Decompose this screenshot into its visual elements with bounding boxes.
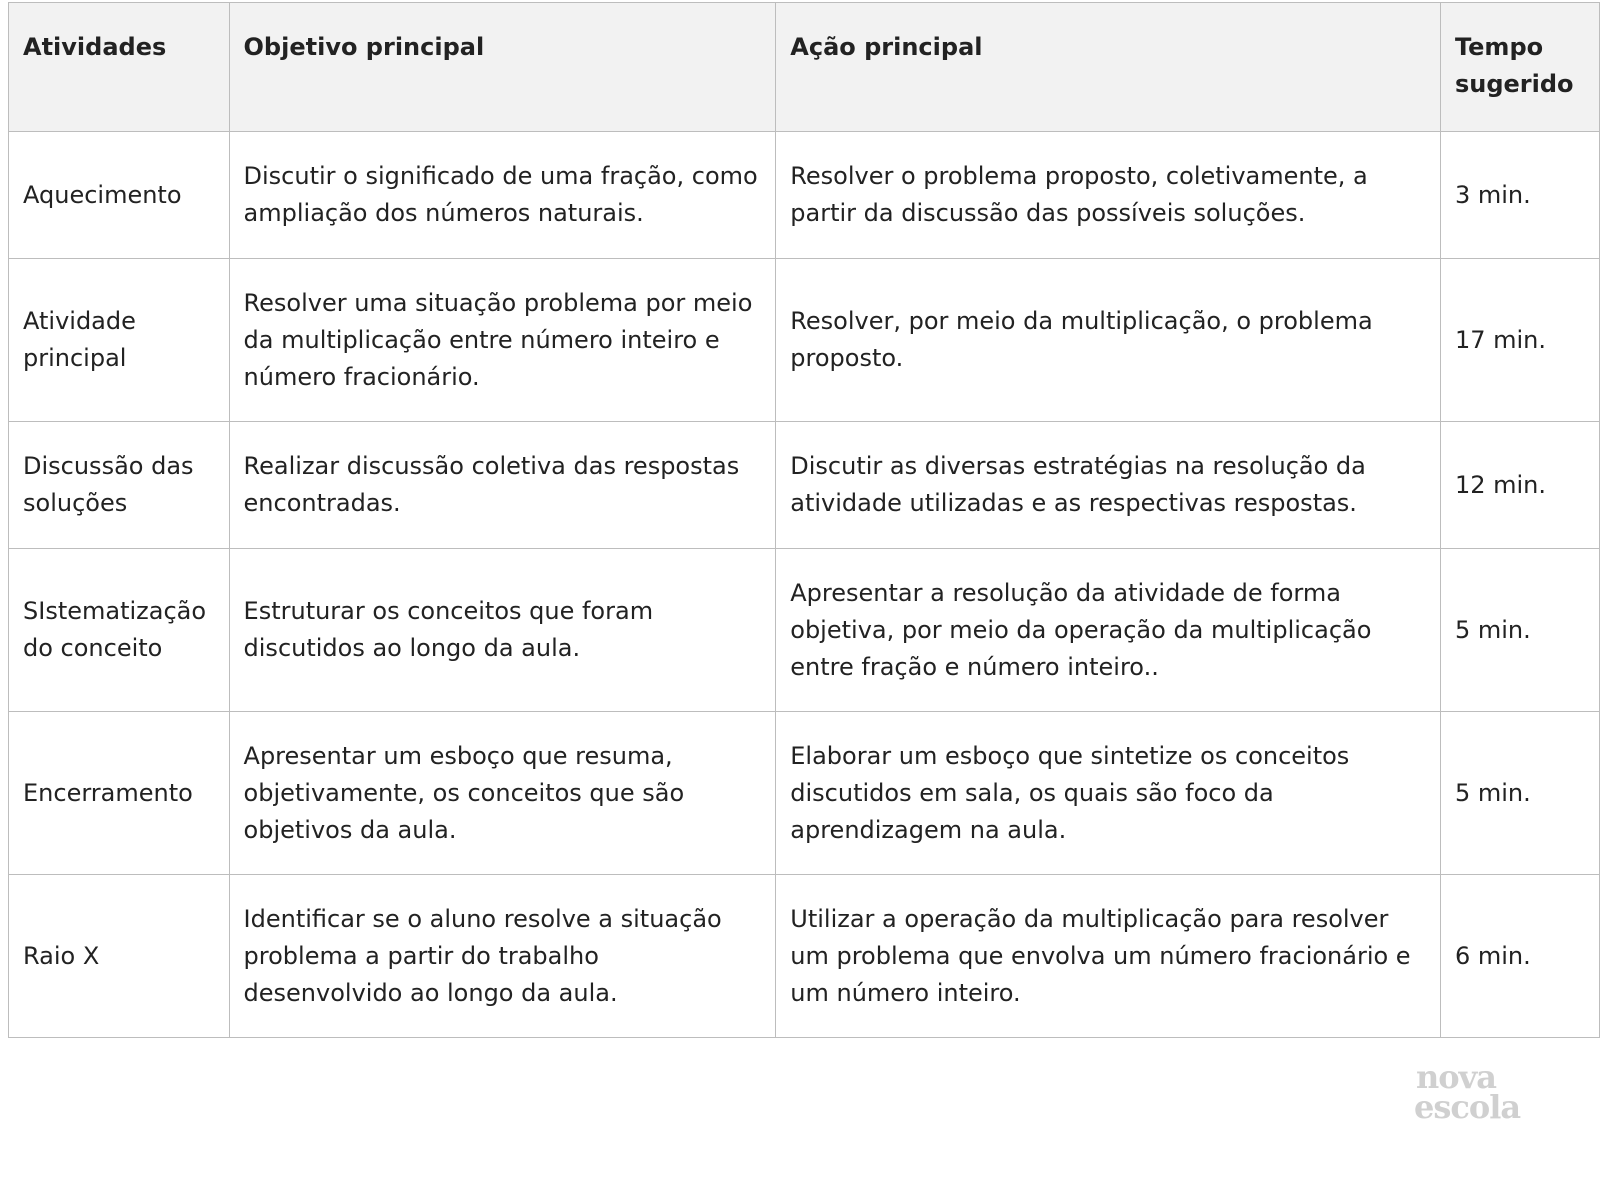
cell-action: Elaborar um esboço que sintetize os conceitos discutidos em sala, os quais são foco da aprendizagem na aula. <box>776 712 1441 875</box>
header-time: Tempo sugerido <box>1440 3 1599 132</box>
cell-time: 17 min. <box>1440 259 1599 422</box>
table-row <box>9 259 1600 422</box>
cell-time: 6 min. <box>1440 875 1599 1038</box>
header-action: Ação principal <box>776 3 1441 132</box>
cell-action: Utilizar a operação da multiplicação para resolver um problema que envolva um número fracionário e um número inteiro. <box>776 875 1441 1038</box>
table-row <box>9 712 1600 875</box>
cell-action: Discutir as diversas estratégias na resolução da atividade utilizadas e as respectivas respostas. <box>776 422 1441 549</box>
cell-objective: Estruturar os conceitos que foram discutidos ao longo da aula. <box>229 549 776 712</box>
header-activity: Atividades <box>9 3 230 132</box>
cell-objective: Apresentar um esboço que resuma, objetivamente, os conceitos que são objetivos da aula. <box>229 712 776 875</box>
cell-action: Resolver, por meio da multiplicação, o problema proposto. <box>776 259 1441 422</box>
table-row <box>9 875 1600 1038</box>
cell-activity: Encerramento <box>9 712 230 875</box>
logo-line-escola: escola <box>1414 1088 1521 1126</box>
cell-objective: Resolver uma situação problema por meio da multiplicação entre número inteiro e número fracionário. <box>229 259 776 422</box>
table-row <box>9 549 1600 712</box>
lesson-plan-table <box>8 2 1600 1038</box>
cell-time: 5 min. <box>1440 712 1599 875</box>
cell-activity: Atividade principal <box>9 259 230 422</box>
cell-time: 12 min. <box>1440 422 1599 549</box>
cell-objective: Discutir o significado de uma fração, como ampliação dos números naturais. <box>229 132 776 259</box>
cell-objective: Realizar discussão coletiva das respostas encontradas. <box>229 422 776 549</box>
cell-action: Apresentar a resolução da atividade de forma objetiva, por meio da operação da multiplicação entre fração e número inteiro.. <box>776 549 1441 712</box>
cell-objective: Identificar se o aluno resolve a situação problema a partir do trabalho desenvolvido ao longo da aula. <box>229 875 776 1038</box>
nova-escola-logo <box>1414 1058 1534 1126</box>
cell-activity: SIstematização do conceito <box>9 549 230 712</box>
cell-activity: Discussão das soluções <box>9 422 230 549</box>
cell-action: Resolver o problema proposto, coletivamente, a partir da discussão das possíveis soluções. <box>776 132 1441 259</box>
cell-activity: Aquecimento <box>9 132 230 259</box>
table-header-row <box>9 3 1600 132</box>
table-row <box>9 132 1600 259</box>
header-objective: Objetivo principal <box>229 3 776 132</box>
cell-time: 5 min. <box>1440 549 1599 712</box>
cell-activity: Raio X <box>9 875 230 1038</box>
logo-line-nova: nova <box>1416 1058 1496 1096</box>
table-row <box>9 422 1600 549</box>
cell-time: 3 min. <box>1440 132 1599 259</box>
